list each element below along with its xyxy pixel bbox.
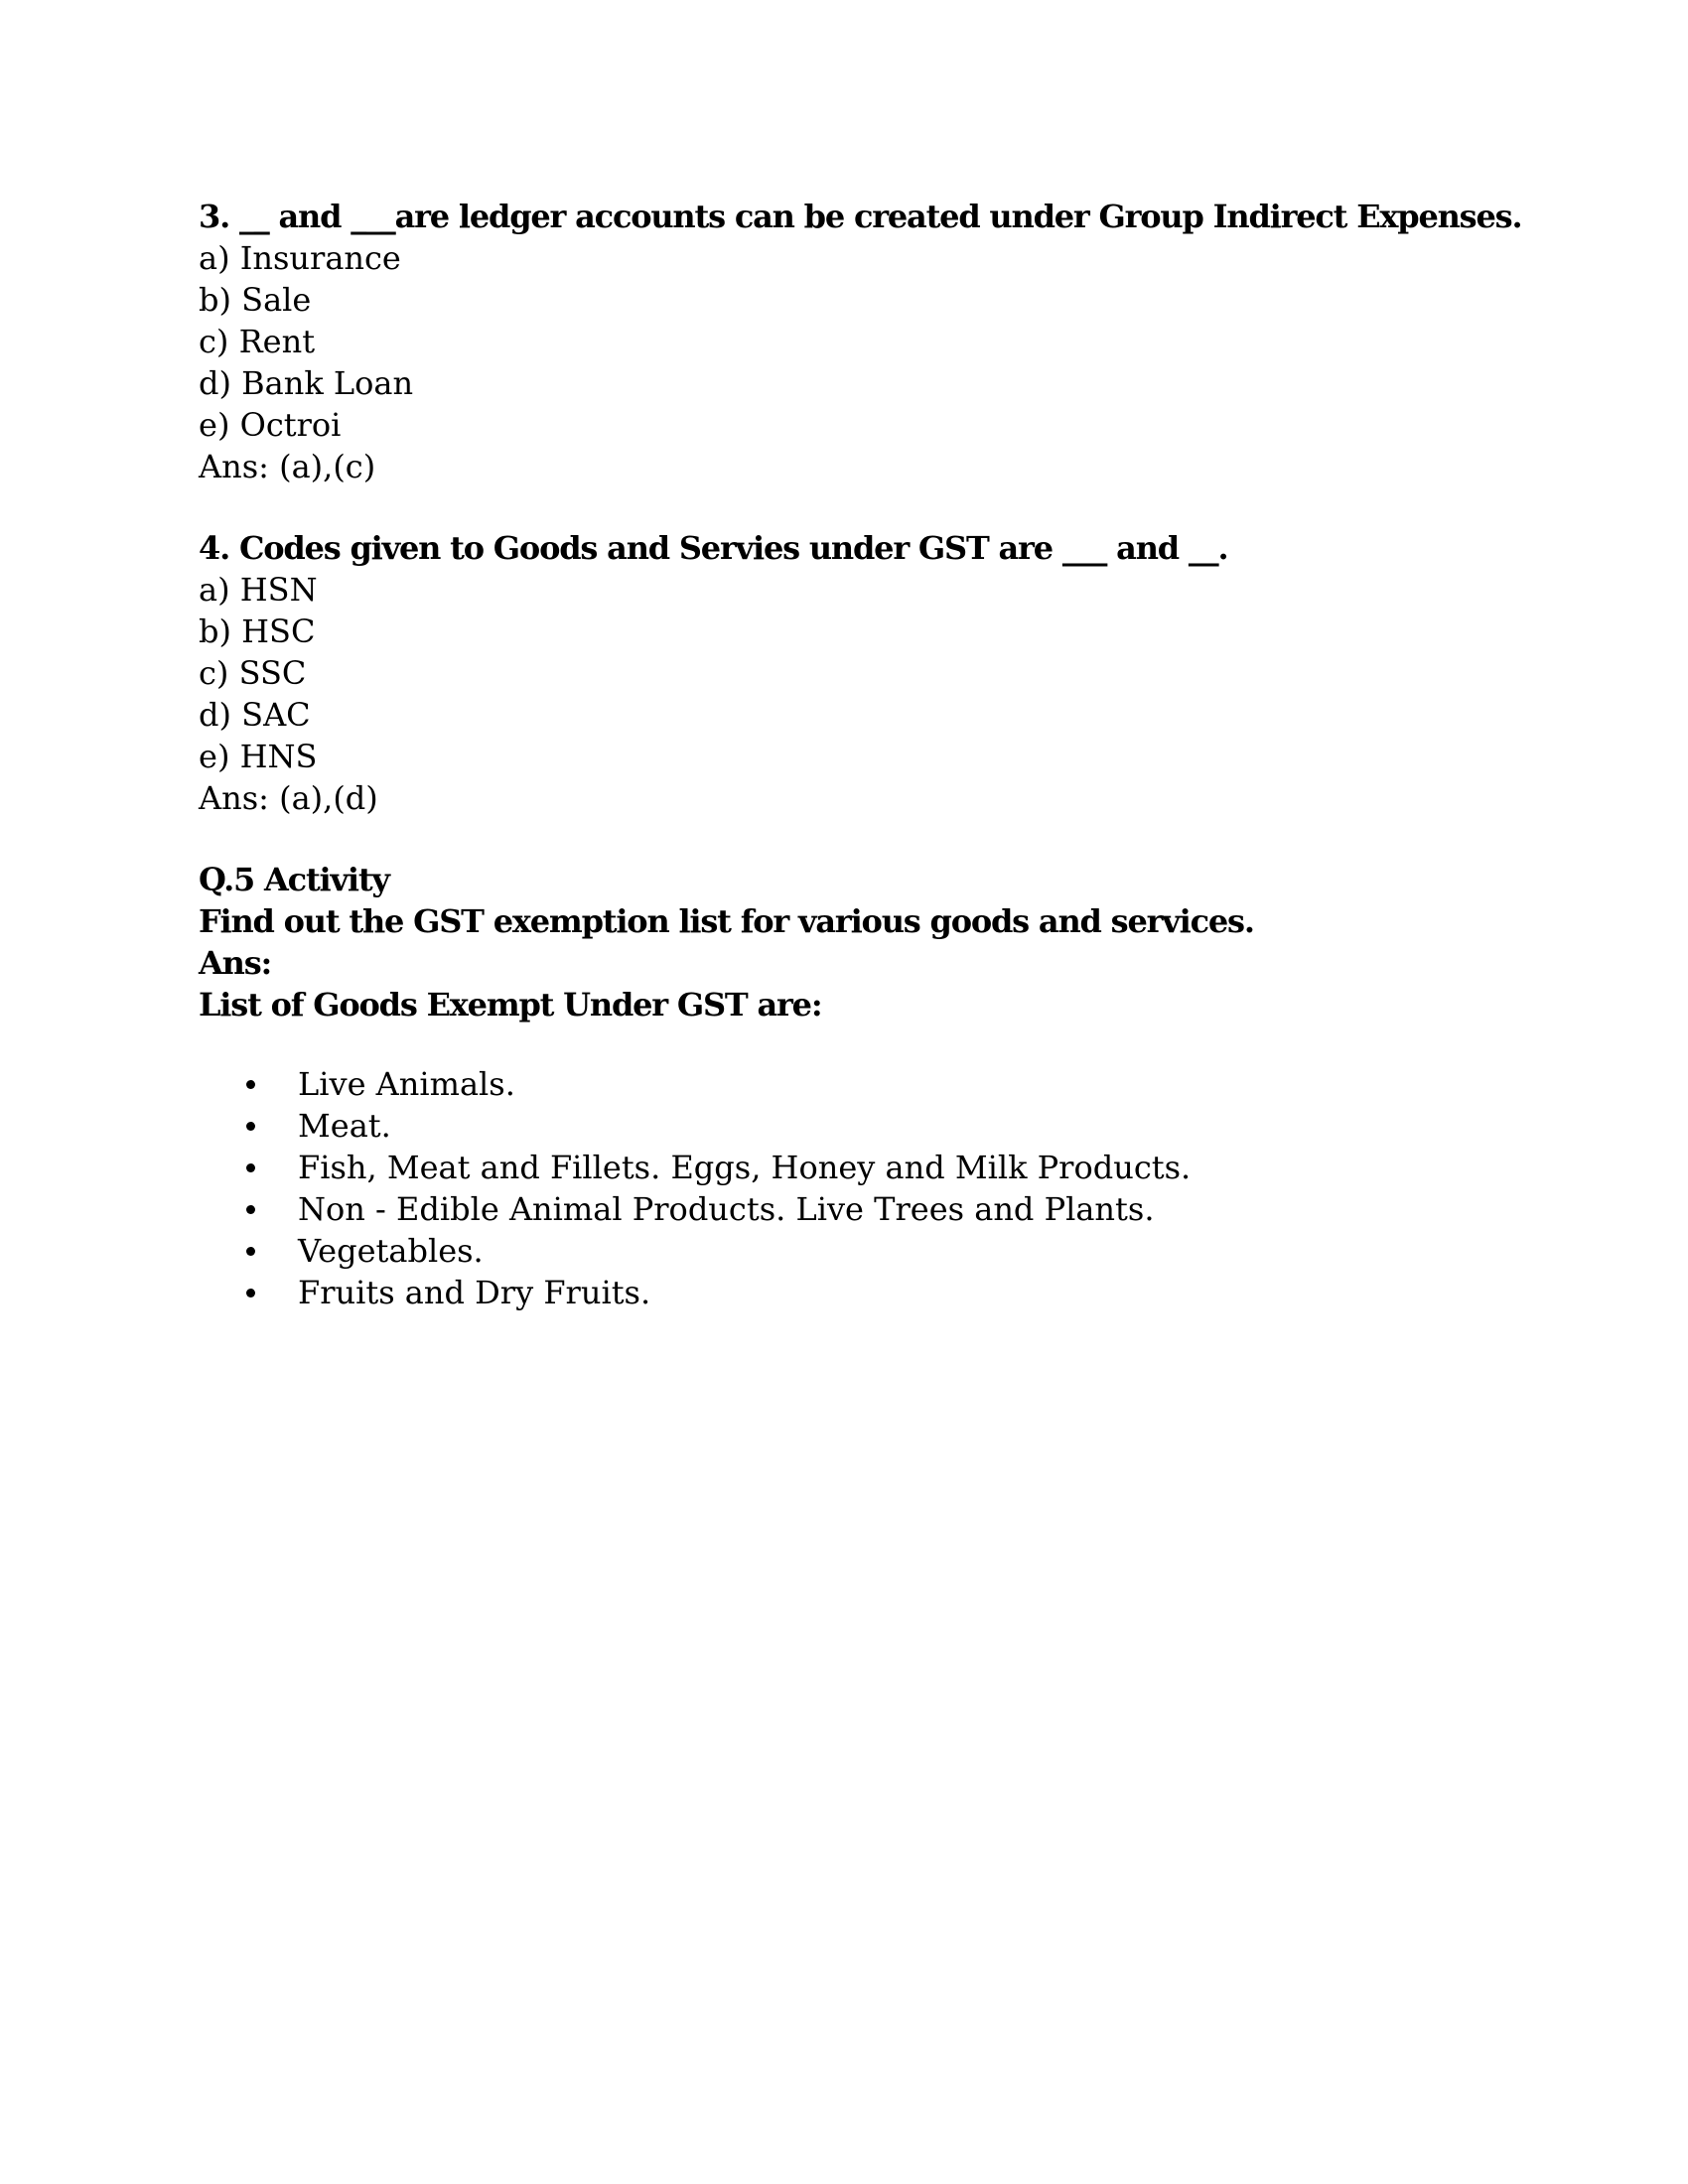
bullet-icon bbox=[246, 1163, 255, 1172]
list-item bbox=[199, 1230, 1489, 1272]
bullet-icon bbox=[246, 1205, 255, 1214]
list-item-text: Fish, Meat and Fillets. Eggs, Honey and Milk Products. bbox=[298, 1149, 1192, 1186]
list-item-text: Non - Edible Animal Products. Live Trees and Plants. bbox=[298, 1190, 1155, 1228]
activity-heading: Q.5 Activity bbox=[199, 861, 389, 898]
bullet-icon bbox=[246, 1080, 255, 1089]
question-3-option-c: c) Rent bbox=[199, 323, 316, 360]
question-3-answer: Ans: (a),(c) bbox=[199, 448, 376, 485]
list-item bbox=[199, 1063, 1489, 1105]
list-item bbox=[199, 1188, 1489, 1230]
question-4-option-b: b) HSC bbox=[199, 613, 316, 650]
question-4-title: 4. Codes given to Goods and Servies under GST are ___ and __. bbox=[199, 529, 1228, 567]
list-item-text: Fruits and Dry Fruits. bbox=[298, 1274, 651, 1311]
bullet-icon bbox=[246, 1247, 255, 1256]
activity-task: Find out the GST exemption list for various goods and services. bbox=[199, 902, 1254, 940]
question-4-option-e: e) HNS bbox=[199, 738, 318, 775]
list-item-text: Live Animals. bbox=[298, 1065, 515, 1103]
exempt-goods-list bbox=[199, 1063, 1489, 1313]
list-item bbox=[199, 1147, 1489, 1188]
list-item bbox=[199, 1105, 1489, 1147]
list-item-text: Meat. bbox=[298, 1107, 391, 1145]
spacer bbox=[199, 487, 1489, 527]
question-4-answer: Ans: (a),(d) bbox=[199, 779, 378, 817]
question-4-option-c: c) SSC bbox=[199, 654, 307, 692]
spacer bbox=[199, 819, 1489, 859]
question-3-option-a: a) Insurance bbox=[199, 239, 401, 277]
activity-answer-label: Ans: bbox=[199, 944, 272, 982]
document-content bbox=[199, 196, 1522, 1313]
question-4-option-d: d) SAC bbox=[199, 696, 311, 734]
bullet-icon bbox=[246, 1122, 255, 1131]
exempt-list-heading: List of Goods Exempt Under GST are: bbox=[199, 986, 822, 1024]
spacer bbox=[199, 1025, 1489, 1063]
question-4-option-a: a) HSN bbox=[199, 571, 318, 609]
question-3-option-e: e) Octroi bbox=[199, 406, 342, 444]
bullet-icon bbox=[246, 1289, 255, 1297]
question-3-title: 3. __ and ___are ledger accounts can be created under Group Indirect Expenses. bbox=[199, 198, 1522, 235]
activity-section bbox=[199, 859, 1489, 1313]
list-item bbox=[199, 1272, 1489, 1313]
list-item-text: Vegetables. bbox=[298, 1232, 484, 1270]
question-4 bbox=[199, 527, 1489, 819]
question-3-option-d: d) Bank Loan bbox=[199, 364, 414, 402]
question-3 bbox=[199, 196, 1522, 487]
question-3-option-b: b) Sale bbox=[199, 281, 312, 319]
